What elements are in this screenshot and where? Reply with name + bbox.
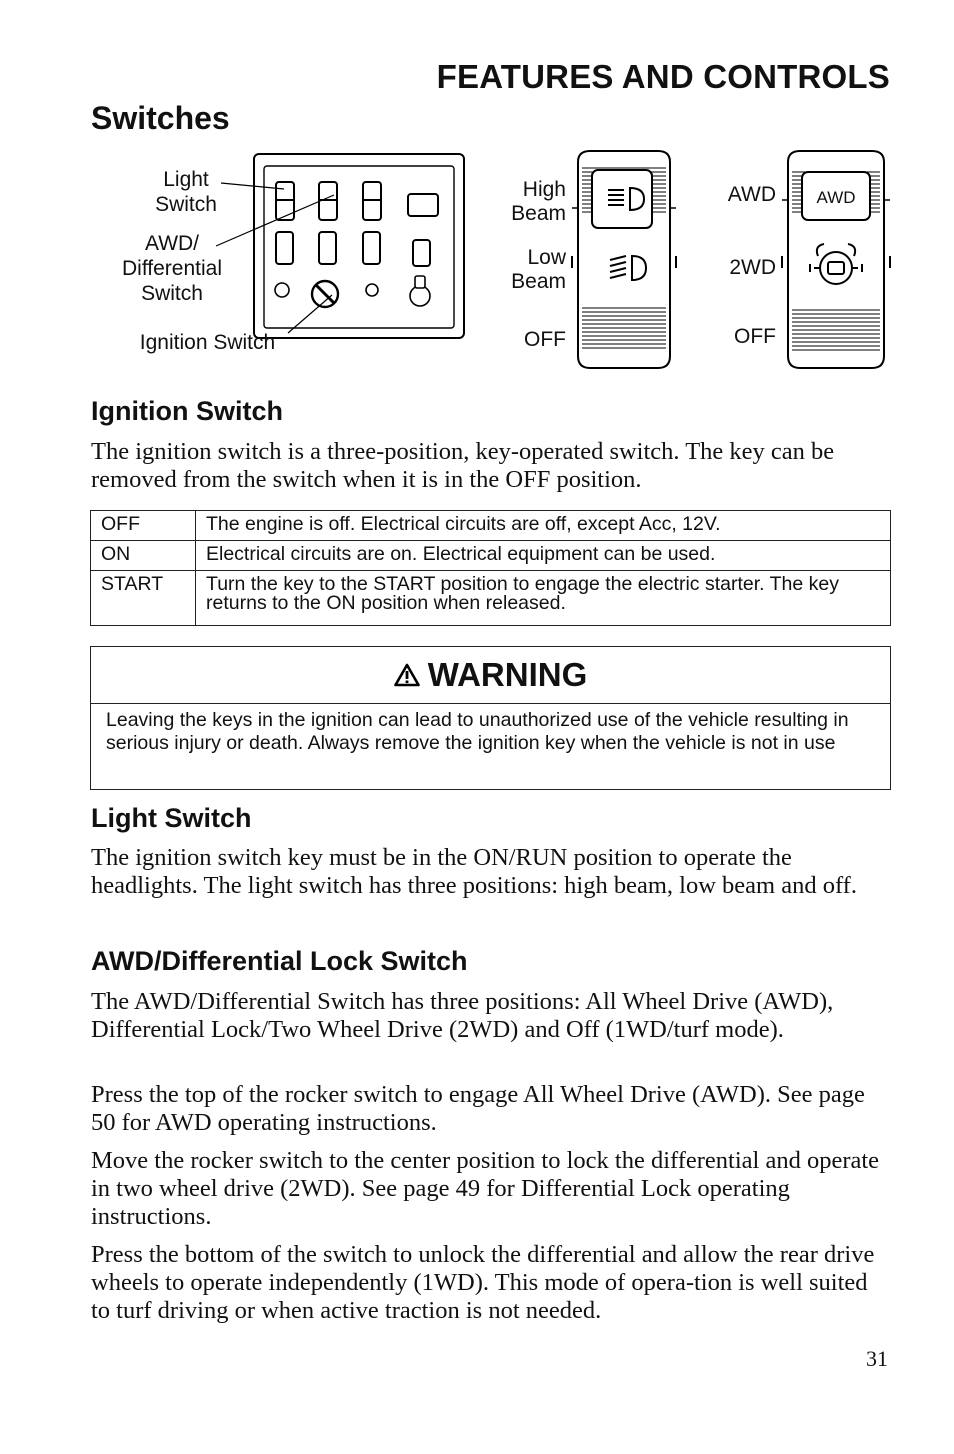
position-desc: Turn the key to the START position to engage the electric starter. The key returns to the ON position when released. xyxy=(196,571,891,626)
ignition-heading: Ignition Switch xyxy=(91,396,283,426)
twowd-position-label: 2WD xyxy=(729,256,776,279)
warning-text: Leaving the keys in the ignition can lead to unauthorized use of the vehicle resulting in serious injury or death. Always remove the ignition key when the vehicle is not in use xyxy=(106,709,849,754)
light-rocker-illustration xyxy=(568,148,680,373)
section-title: Switches xyxy=(91,100,230,136)
awd-off-label: OFF xyxy=(734,325,776,348)
awd-position-label: AWD xyxy=(727,183,776,206)
chapter-title: FEATURES AND CONTROLS xyxy=(436,58,890,95)
position-key: START xyxy=(91,571,196,626)
position-key: OFF xyxy=(91,511,196,541)
awd-label-line1: AWD/ xyxy=(144,232,200,255)
awd-heading: AWD/Differential Lock Switch xyxy=(91,946,468,976)
ignition-positions-table xyxy=(90,510,891,626)
awd-paragraph-3: Move the rocker switch to the center position to lock the differential and operate in two wheel drive (2WD). See page 49 for Differential Lock operating instructions. xyxy=(91,1147,880,1230)
awd-badge-text: AWD xyxy=(816,188,856,207)
light-switch-heading: Light Switch xyxy=(91,803,252,833)
light-off-label: OFF xyxy=(524,328,566,351)
position-desc: The engine is off. Electrical circuits are off, except Acc, 12V. xyxy=(196,511,891,541)
high-beam-label-line1: High xyxy=(522,178,566,201)
awd-paragraph-2: Press the top of the rocker switch to engage All Wheel Drive (AWD). See page 50 for AWD operating instructions. xyxy=(91,1081,865,1136)
high-beam-label-line2: Beam xyxy=(511,202,566,225)
ignition-body: The ignition switch is a three-position, key-operated switch. The key can be removed from the switch when it is in the OFF position. xyxy=(91,438,835,493)
low-beam-label-line2: Beam xyxy=(511,270,566,293)
warning-title: WARNING xyxy=(427,656,588,693)
table-row xyxy=(91,511,891,541)
light-switch-label-line1: Light xyxy=(163,168,209,191)
page-number: 31 xyxy=(866,1346,888,1371)
awd-rocker-illustration xyxy=(778,148,894,373)
low-beam-label-line1: Low xyxy=(527,246,566,269)
light-switch-body: The ignition switch key must be in the ON/RUN position to operate the headlights. The light switch has three positions: high beam, low beam and off. xyxy=(91,844,857,899)
warning-box xyxy=(90,646,891,790)
table-row xyxy=(91,541,891,571)
warning-header xyxy=(91,647,890,704)
ignition-switch-label: Ignition Switch xyxy=(139,331,276,354)
switch-figure xyxy=(100,145,900,380)
awd-paragraph-4: Press the bottom of the switch to unlock the differential and allow the rear drive wheels to operate independently (1WD). This mode of opera-tion is well suited to turf driving or when active traction is not needed. xyxy=(91,1241,875,1324)
warning-triangle-icon xyxy=(394,663,420,687)
position-desc: Electrical circuits are on. Electrical equipment can be used. xyxy=(196,541,891,571)
awd-label-line2: Differential xyxy=(122,257,222,280)
position-key: ON xyxy=(91,541,196,571)
light-switch-label-line2: Switch xyxy=(155,193,217,216)
awd-paragraph-1: The AWD/Differential Switch has three positions: All Wheel Drive (AWD), Differential Lock/Two Wheel Drive (2WD) and Off (1WD/turf mode). xyxy=(91,988,834,1043)
table-row xyxy=(91,571,891,626)
awd-label-line3: Switch xyxy=(141,282,203,305)
